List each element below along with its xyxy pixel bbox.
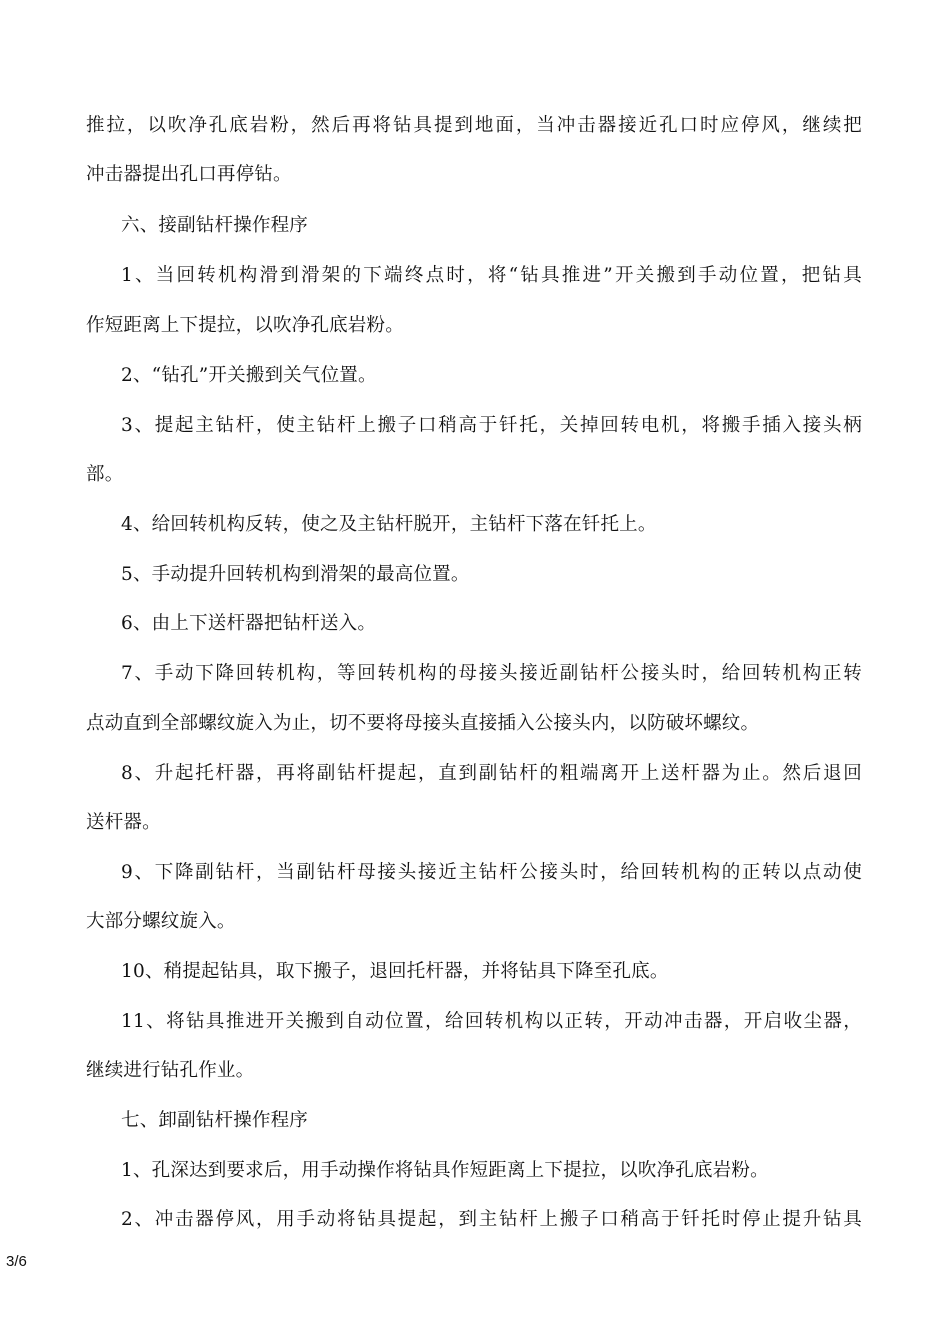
section-heading: 六、接副钻杆操作程序 bbox=[121, 215, 309, 236]
list-item-text: 2、冲击器停风，用手动将钻具提起，到主钻杆上搬子口稍高于钎托时停止提升钻具 bbox=[121, 1209, 862, 1230]
body-text-line: 点动直到全部螺纹旋入为止，切不要将母接头直接插入公接头内，以防破坏螺纹。 bbox=[86, 713, 760, 734]
section-heading: 七、卸副钻杆操作程序 bbox=[121, 1110, 309, 1131]
body-text-line: 大部分螺纹旋入。 bbox=[86, 911, 236, 932]
list-item-text: 1、孔深达到要求后，用手动操作将钻具作短距离上下提拉，以吹净孔底岩粉。 bbox=[121, 1160, 769, 1181]
body-text-line: 送杆器。 bbox=[86, 812, 161, 833]
body-text-line: 继续进行钻孔作业。 bbox=[86, 1060, 255, 1081]
list-item-text: 1、当回转机构滑到滑架的下端终点时，将“钻具推进”开关搬到手动位置，把钻具 bbox=[121, 265, 862, 286]
body-text-line: 推拉，以吹净孔底岩粉，然后再将钻具提到地面，当冲击器接近孔口时应停风，继续把 bbox=[86, 115, 862, 136]
list-item-text: 2、“钻孔”开关搬到关气位置。 bbox=[121, 365, 377, 386]
list-item-text: 11、将钻具推进开关搬到自动位置，给回转机构以正转，开动冲击器，开启收尘器， bbox=[121, 1011, 862, 1032]
list-item-text: 8、升起托杆器，再将副钻杆提起，直到副钻杆的粗端离开上送杆器为止。然后退回 bbox=[121, 763, 862, 784]
list-item-text: 5、手动提升回转机构到滑架的最高位置。 bbox=[121, 564, 470, 585]
list-item-text: 6、由上下送杆器把钻杆送入。 bbox=[121, 613, 377, 634]
page-number: 3/6 bbox=[6, 1253, 27, 1270]
list-item-text: 9、下降副钻杆，当副钻杆母接头接近主钻杆公接头时，给回转机构的正转以点动使 bbox=[121, 862, 862, 883]
body-text-line: 部。 bbox=[86, 464, 124, 485]
list-item-text: 4、给回转机构反转，使之及主钻杆脱开，主钻杆下落在钎托上。 bbox=[121, 514, 657, 535]
list-item-text: 3、提起主钻杆，使主钻杆上搬子口稍高于钎托，关掉回转电机，将搬手插入接头柄 bbox=[121, 415, 862, 436]
body-text-line: 作短距离上下提拉，以吹净孔底岩粉。 bbox=[86, 315, 404, 336]
list-item-text: 10、稍提起钻具，取下搬子，退回托杆器，并将钻具下降至孔底。 bbox=[121, 961, 669, 982]
list-item-text: 7、手动下降回转机构，等回转机构的母接头接近副钻杆公接头时，给回转机构正转 bbox=[121, 663, 862, 684]
body-text-line: 冲击器提出孔口再停钻。 bbox=[86, 164, 292, 185]
